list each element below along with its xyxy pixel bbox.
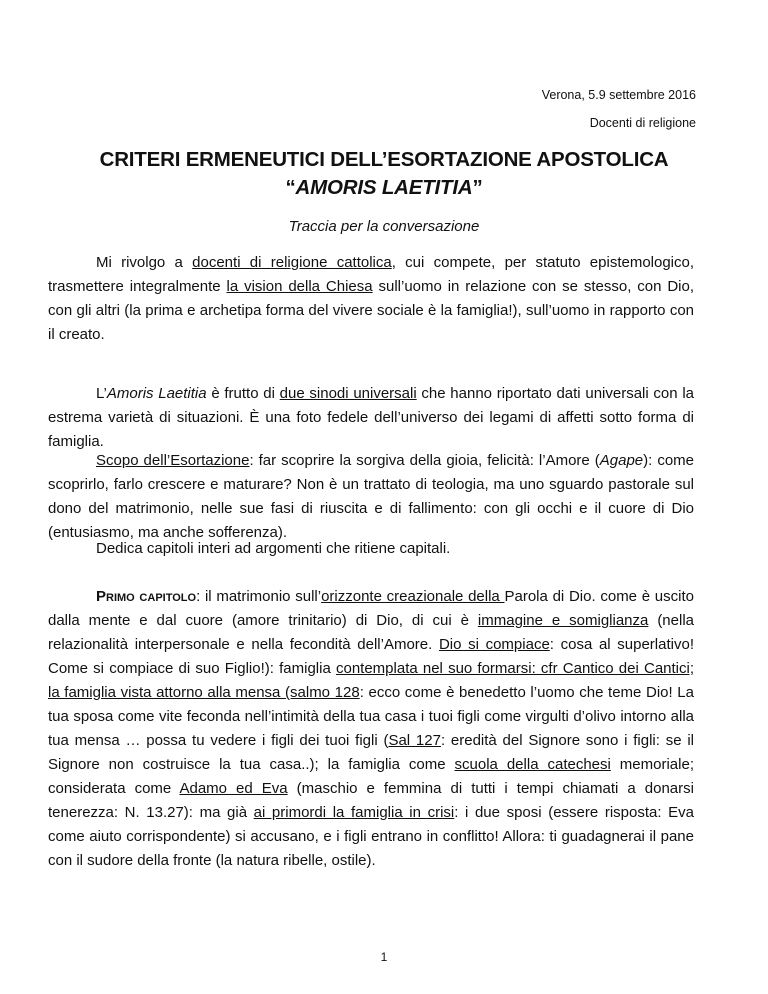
title-italic: AMORIS LAETITIA: [295, 176, 473, 199]
p5-text-9: : i due sposi (essere risposta: Eva come aiuto corrispondente) si accusano, e i figli entrano in conflitto! Allora: ti guadagnerai il pane con il sudore della fronte (la natura ribelle, ostile).: [48, 804, 694, 869]
paragraph-3: [48, 449, 694, 545]
p2-italic-1: Amoris Laetitia: [106, 385, 207, 402]
subtitle: Traccia per la conversazione: [288, 218, 480, 235]
p5-underline-7: Adamo ed Eva: [179, 780, 288, 797]
p5-underline-1: orizzonte creazionale della: [321, 588, 505, 605]
p5-text-1: : il matrimonio sull’: [196, 588, 322, 605]
paragraph-2: [48, 382, 694, 454]
p5-underline-3: Dio si compiace: [438, 636, 550, 653]
p5-chapter-label: Primo capitolo: [96, 588, 197, 605]
title-close-quote: ”: [472, 176, 483, 199]
p5-text-8: (maschio e femmina di tutti i tempi chiamati a donarsi tenerezza: N. 13.27): ma già: [48, 780, 694, 821]
p1-underline-1: docenti di religione cattolica: [192, 254, 392, 271]
p5-underline-2: immagine e somiglianza: [477, 612, 649, 629]
paragraph-4: Dedica capitoli interi ad argomenti che ritiene capitali.: [96, 540, 451, 557]
p5-text-4: : cosa al superlativo! Come si compiace di suo Figlio!): famiglia: [48, 636, 694, 677]
title-open-quote: “: [285, 176, 296, 199]
paragraph-1: [48, 251, 694, 347]
p1-text-2: , cui compete, per statuto epistemologico, trasmettere integralmente: [48, 254, 695, 295]
p2-text-2: è frutto di: [206, 385, 280, 402]
p5-text-7: memoriale; considerata come: [48, 756, 694, 797]
p5-underline-4: contemplata nel suo formarsi: cfr Cantico dei Cantici; la famiglia vista attorno alla mensa (salmo 128: [48, 660, 695, 701]
p2-underline-1: due sinodi universali: [279, 385, 417, 402]
p5-underline-5: Sal 127: [388, 732, 441, 749]
p2-text-3: che hanno riportato dati universali con la estrema varietà di situazioni. È una foto fedele dell’universo dei legami di affetti sotto forma di famiglia.: [48, 385, 694, 450]
p5-underline-6: scuola della catechesi: [454, 756, 611, 773]
p5-text-6: : eredità del Signore sono i figli: se il Signore non costruisce la tua casa..); la famiglia come: [48, 732, 694, 773]
p3-text-2: ): come scoprirlo, farlo crescere e maturare? Non è un trattato di teologia, ma uno sguardo pastorale sul dono del matrimonio, nelle sue fasi di riuscita e di fallimento: con gli occhi e il cuore di Dio (entusiasmo, ma anche sofferenza).: [48, 452, 695, 541]
title-line-2: [72, 176, 696, 200]
p1-text-1: Mi rivolgo a: [96, 254, 193, 271]
p1-underline-2: la vision della Chiesa: [226, 278, 373, 295]
p5-text-5: : ecco come è benedetto l’uomo che teme Dio! La tua sposa come vite feconda nell’intimità della tua casa i tuoi figli come virgulti d’olivo intorno alla tua mensa … possa tu vedere i figli dei tuoi figli (: [48, 684, 694, 749]
p3-text-1: : far scoprire la sorgiva della gioia, felicità: l’Amore (: [249, 452, 600, 469]
recipients: Docenti di religione: [589, 116, 696, 130]
place-date: Verona, 5.9 settembre 2016: [541, 88, 696, 102]
p2-text-1: L’: [96, 385, 107, 402]
page-number: 1: [380, 950, 388, 964]
p3-underline-1: Scopo dell’Esortazione: [96, 452, 250, 469]
paragraph-5: [48, 585, 694, 873]
title-line-1: CRITERI ERMENEUTICI DELL’ESORTAZIONE APOSTOLICA: [99, 148, 669, 171]
p5-text-3: (nella relazionalità interpersonale e nella fecondità dell’Amore.: [48, 612, 695, 653]
p5-underline-8: ai primordi la famiglia in crisi: [253, 804, 455, 821]
p5-text-2: Parola di Dio. come è uscito dalla mente e dal cuore (amore trinitario) di Dio, di cui è: [48, 588, 694, 629]
p3-italic-1: Agape: [599, 452, 644, 469]
p1-text-3: sull’uomo in relazione con se stesso, con Dio, con gli altri (la prima e archetipa forma del vivere sociale è la famiglia!), sull’uomo in rapporto con il creato.: [48, 278, 694, 343]
